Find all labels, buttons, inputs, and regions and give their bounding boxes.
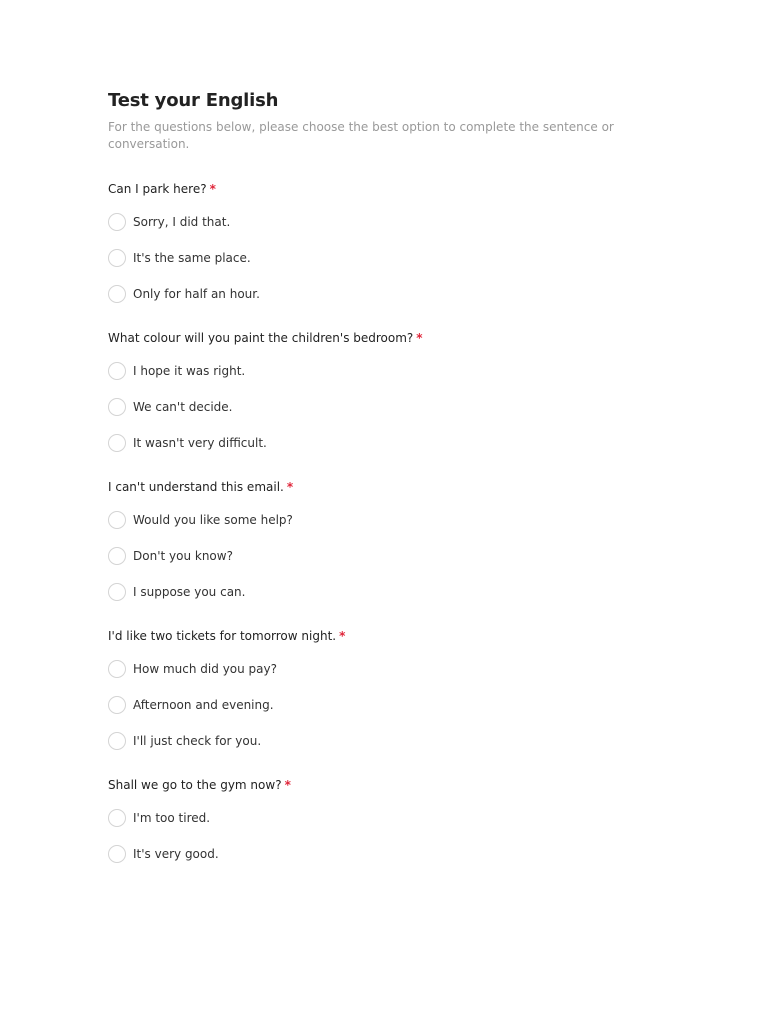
radio-group (108, 361, 668, 453)
option[interactable] (108, 844, 668, 864)
option[interactable] (108, 695, 668, 715)
option-label[interactable]: I'm too tired. (133, 811, 211, 825)
radio-button[interactable] (108, 285, 126, 303)
radio-button[interactable] (108, 434, 126, 452)
question-text: Shall we go to the gym now? (108, 778, 282, 792)
radio-button[interactable] (108, 583, 126, 601)
question-5 (108, 777, 668, 864)
option[interactable] (108, 433, 668, 453)
option[interactable] (108, 397, 668, 417)
option-label[interactable]: I suppose you can. (133, 585, 246, 599)
question-text: I can't understand this email. (108, 480, 284, 494)
question-text: What colour will you paint the children's bedroom? (108, 331, 414, 345)
question-1 (108, 181, 668, 304)
required-marker: * (416, 331, 423, 345)
option-label[interactable]: It wasn't very difficult. (133, 436, 267, 450)
option[interactable] (108, 546, 668, 566)
required-marker: * (339, 629, 346, 643)
radio-button[interactable] (108, 362, 126, 380)
radio-button[interactable] (108, 511, 126, 529)
question-2 (108, 330, 668, 453)
required-marker: * (286, 480, 294, 494)
question-label (108, 479, 668, 495)
option[interactable] (108, 212, 668, 232)
radio-group (108, 212, 668, 304)
option-label[interactable]: How much did you pay? (133, 662, 277, 676)
required-marker: * (284, 778, 291, 792)
question-label (108, 777, 668, 793)
radio-button[interactable] (108, 249, 126, 267)
option[interactable] (108, 284, 668, 304)
required-marker: * (209, 182, 216, 196)
form-title: Test your English (108, 90, 279, 111)
radio-button[interactable] (108, 213, 126, 231)
option[interactable] (108, 248, 668, 268)
option[interactable] (108, 361, 668, 381)
option-label[interactable]: It's very good. (133, 847, 219, 861)
option-label[interactable]: I hope it was right. (133, 364, 246, 378)
option[interactable] (108, 808, 668, 828)
question-label (108, 181, 668, 197)
option-label[interactable]: Only for half an hour. (133, 287, 260, 301)
radio-button[interactable] (108, 809, 126, 827)
radio-group (108, 510, 668, 602)
option[interactable] (108, 510, 668, 530)
option[interactable] (108, 659, 668, 679)
radio-button[interactable] (108, 660, 126, 678)
question-3 (108, 479, 668, 602)
option-label[interactable]: Afternoon and evening. (133, 698, 274, 712)
question-4 (108, 628, 668, 751)
radio-button[interactable] (108, 845, 126, 863)
option-label[interactable]: Don't you know? (133, 549, 233, 563)
radio-button[interactable] (108, 696, 126, 714)
question-text: Can I park here? (108, 182, 207, 196)
option-label[interactable]: We can't decide. (133, 400, 233, 414)
radio-group (108, 808, 668, 864)
option-label[interactable]: It's the same place. (133, 251, 251, 265)
radio-button[interactable] (108, 398, 126, 416)
option-label[interactable]: I'll just check for you. (133, 734, 262, 748)
question-label (108, 330, 668, 346)
option-label[interactable]: Would you like some help? (133, 513, 293, 527)
radio-button[interactable] (108, 547, 126, 565)
option[interactable] (108, 731, 668, 751)
english-test-form (108, 88, 668, 880)
option-label[interactable]: Sorry, I did that. (133, 215, 231, 229)
radio-group (108, 659, 668, 751)
form-description: For the questions below, please choose the best option to complete the sentence or conversation. (108, 120, 614, 151)
question-text: I'd like two tickets for tomorrow night. (108, 629, 337, 643)
radio-button[interactable] (108, 732, 126, 750)
option[interactable] (108, 582, 668, 602)
question-label (108, 628, 668, 644)
